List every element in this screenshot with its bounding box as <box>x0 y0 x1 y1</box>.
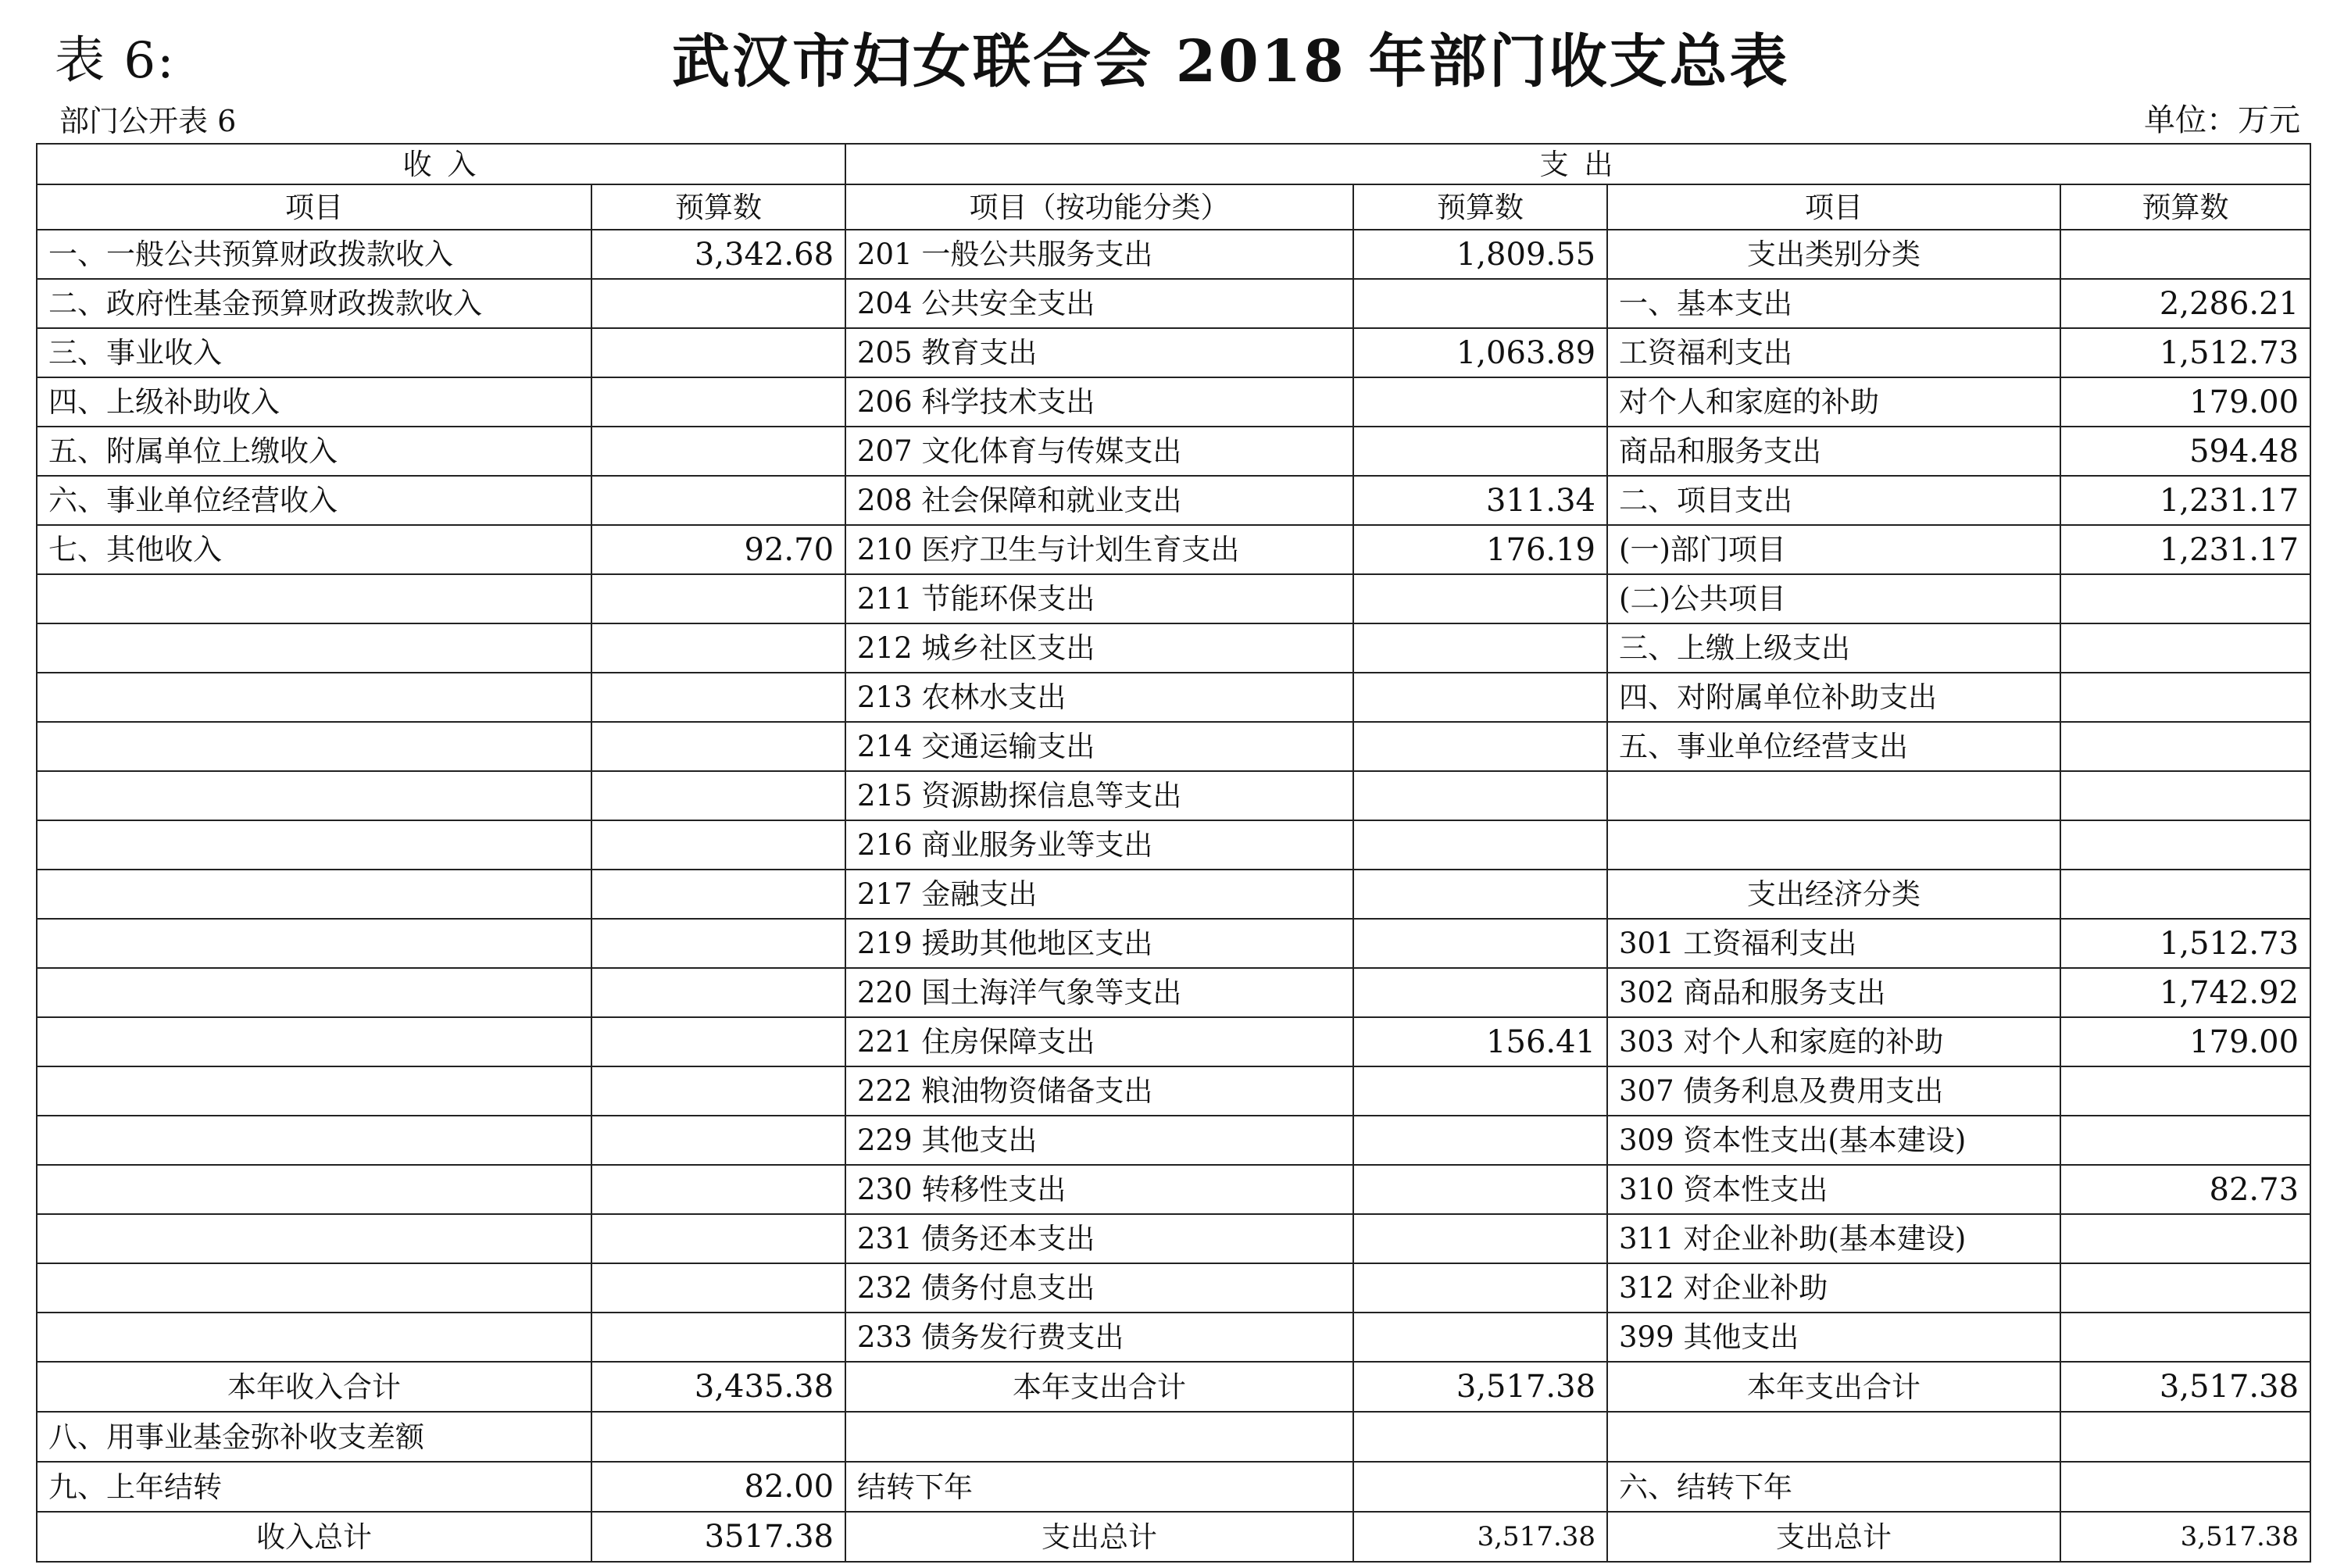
income-item-cell <box>37 1017 591 1066</box>
func-budget-cell <box>1353 377 1607 427</box>
income-budget-cell <box>591 820 845 870</box>
func-item-cell: 231 债务还本支出 <box>845 1214 1353 1263</box>
func-item-cell: 216 商业服务业等支出 <box>845 820 1353 870</box>
cat-budget-cell: 1,742.92 <box>2060 968 2310 1017</box>
func-budget-cell <box>1353 968 1607 1017</box>
func-budget-cell: 1,063.89 <box>1353 328 1607 377</box>
fund-func-value <box>1353 1412 1607 1462</box>
cat-item-cell: 四、对附属单位补助支出 <box>1607 673 2060 722</box>
cat-budget-cell <box>2060 1116 2310 1165</box>
cat-budget-cell: 179.00 <box>2060 1017 2310 1066</box>
cat-item-cell: (一)部门项目 <box>1607 525 2060 574</box>
income-budget-cell <box>591 870 845 919</box>
income-budget-cell <box>591 377 845 427</box>
carry-out-label-cat: 六、结转下年 <box>1607 1462 2060 1512</box>
cat-budget-cell <box>2060 820 2310 870</box>
func-item-cell: 214 交通运输支出 <box>845 722 1353 771</box>
func-item-cell: 212 城乡社区支出 <box>845 623 1353 673</box>
table-row <box>37 1165 2310 1214</box>
cat-budget-cell: 1,512.73 <box>2060 919 2310 968</box>
fund-cat-item <box>1607 1412 2060 1462</box>
income-item-cell <box>37 722 591 771</box>
func-budget-cell <box>1353 722 1607 771</box>
table-row <box>37 230 2310 279</box>
income-item-cell: 一、一般公共预算财政拨款收入 <box>37 230 591 279</box>
table-row <box>37 377 2310 427</box>
income-item-cell <box>37 1214 591 1263</box>
cat-budget-cell: 82.73 <box>2060 1165 2310 1214</box>
cat-item-cell: 307 债务利息及费用支出 <box>1607 1066 2060 1116</box>
cat-item-cell: 商品和服务支出 <box>1607 427 2060 476</box>
func-budget-cell: 156.41 <box>1353 1017 1607 1066</box>
func-item-cell: 217 金融支出 <box>845 870 1353 919</box>
carry-out-value-func <box>1353 1462 1607 1512</box>
cat-item-cell: 支出类别分类 <box>1607 230 2060 279</box>
cat-budget-cell <box>2060 1313 2310 1362</box>
unit-label: 单位：万元 <box>2144 102 2300 138</box>
cat-budget-cell: 1,231.17 <box>2060 525 2310 574</box>
fund-value <box>591 1412 845 1462</box>
income-budget-cell <box>591 919 845 968</box>
cat-budget-header: 预算数 <box>2060 184 2310 230</box>
cat-item-cell: 工资福利支出 <box>1607 328 2060 377</box>
cat-item-cell: 301 工资福利支出 <box>1607 919 2060 968</box>
func-budget-cell <box>1353 1116 1607 1165</box>
income-budget-cell <box>591 673 845 722</box>
cat-item-cell: 309 资本性支出(基本建设) <box>1607 1116 2060 1165</box>
table-row <box>37 328 2310 377</box>
func-item-cell: 215 资源勘探信息等支出 <box>845 771 1353 820</box>
income-budget-cell: 3,342.68 <box>591 230 845 279</box>
func-budget-cell: 1,809.55 <box>1353 230 1607 279</box>
table-row <box>37 968 2310 1017</box>
grand-income-label: 收入总计 <box>37 1512 591 1562</box>
table-row <box>37 279 2310 328</box>
cat-budget-cell <box>2060 722 2310 771</box>
func-budget-cell <box>1353 623 1607 673</box>
carry-row <box>37 1462 2310 1512</box>
year-income-total-label: 本年收入合计 <box>37 1362 591 1412</box>
func-item-cell: 208 社会保障和就业支出 <box>845 476 1353 525</box>
income-item-cell: 四、上级补助收入 <box>37 377 591 427</box>
carry-out-label-func: 结转下年 <box>845 1462 1353 1512</box>
income-budget-cell <box>591 279 845 328</box>
document-subtitle: 部门公开表 6 <box>59 104 237 138</box>
income-budget-cell <box>591 1066 845 1116</box>
income-item-cell <box>37 1165 591 1214</box>
income-budget-cell <box>591 968 845 1017</box>
table-row <box>37 1066 2310 1116</box>
income-item-header: 项目 <box>37 184 591 230</box>
table-row <box>37 1017 2310 1066</box>
section-header-row <box>37 144 2310 184</box>
table-row <box>37 574 2310 623</box>
income-item-cell <box>37 623 591 673</box>
income-budget-cell <box>591 623 845 673</box>
cat-item-cell: 311 对企业补助(基本建设) <box>1607 1214 2060 1263</box>
func-budget-cell: 311.34 <box>1353 476 1607 525</box>
cat-budget-cell: 1,231.17 <box>2060 476 2310 525</box>
cat-budget-cell <box>2060 771 2310 820</box>
cat-item-cell: 312 对企业补助 <box>1607 1263 2060 1313</box>
income-item-cell: 七、其他收入 <box>37 525 591 574</box>
income-budget-cell <box>591 1116 845 1165</box>
cat-item-cell: (二)公共项目 <box>1607 574 2060 623</box>
fund-row <box>37 1412 2310 1462</box>
func-budget-cell <box>1353 673 1607 722</box>
cat-item-cell: 303 对个人和家庭的补助 <box>1607 1017 2060 1066</box>
func-item-cell: 221 住房保障支出 <box>845 1017 1353 1066</box>
cat-item-cell: 二、项目支出 <box>1607 476 2060 525</box>
func-budget-cell <box>1353 870 1607 919</box>
table-row <box>37 476 2310 525</box>
year-total-row <box>37 1362 2310 1412</box>
cat-item-cell: 310 资本性支出 <box>1607 1165 2060 1214</box>
func-budget-cell <box>1353 1066 1607 1116</box>
func-budget-cell <box>1353 820 1607 870</box>
income-item-cell <box>37 1313 591 1362</box>
table-row <box>37 870 2310 919</box>
carry-in-label: 九、上年结转 <box>37 1462 591 1512</box>
income-budget-cell <box>591 1263 845 1313</box>
func-item-cell: 204 公共安全支出 <box>845 279 1353 328</box>
func-item-cell: 220 国土海洋气象等支出 <box>845 968 1353 1017</box>
func-budget-cell <box>1353 1214 1607 1263</box>
grand-expense-label-cat: 支出总计 <box>1607 1512 2060 1562</box>
func-item-cell: 213 农林水支出 <box>845 673 1353 722</box>
cat-item-cell: 对个人和家庭的补助 <box>1607 377 2060 427</box>
grand-expense-label-func: 支出总计 <box>845 1512 1353 1562</box>
func-item-cell: 233 债务发行费支出 <box>845 1313 1353 1362</box>
income-item-cell <box>37 870 591 919</box>
income-budget-cell <box>591 771 845 820</box>
func-item-cell: 229 其他支出 <box>845 1116 1353 1165</box>
year-expense-total-value-cat: 3,517.38 <box>2060 1362 2310 1412</box>
func-budget-cell: 176.19 <box>1353 525 1607 574</box>
cat-budget-cell: 2,286.21 <box>2060 279 2310 328</box>
income-item-cell: 五、附属单位上缴收入 <box>37 427 591 476</box>
table-row <box>37 771 2310 820</box>
income-item-cell <box>37 820 591 870</box>
income-budget-cell: 92.70 <box>591 525 845 574</box>
table-row <box>37 1313 2310 1362</box>
func-item-cell: 206 科学技术支出 <box>845 377 1353 427</box>
cat-item-cell: 399 其他支出 <box>1607 1313 2060 1362</box>
income-item-cell <box>37 1263 591 1313</box>
income-budget-cell <box>591 1214 845 1263</box>
func-budget-cell <box>1353 574 1607 623</box>
fund-func-item <box>845 1412 1353 1462</box>
income-budget-cell <box>591 476 845 525</box>
year-income-total-value: 3,435.38 <box>591 1362 845 1412</box>
cat-budget-cell <box>2060 870 2310 919</box>
func-budget-cell <box>1353 279 1607 328</box>
func-budget-header: 预算数 <box>1353 184 1607 230</box>
income-budget-cell <box>591 574 845 623</box>
expense-section-header: 支 出 <box>845 144 2310 184</box>
grand-income-value: 3517.38 <box>591 1512 845 1562</box>
income-item-cell <box>37 673 591 722</box>
func-item-cell: 201 一般公共服务支出 <box>845 230 1353 279</box>
fund-label: 八、用事业基金弥补收支差额 <box>37 1412 591 1462</box>
func-item-cell: 230 转移性支出 <box>845 1165 1353 1214</box>
cat-item-header: 项目 <box>1607 184 2060 230</box>
table-row <box>37 623 2310 673</box>
income-item-cell <box>37 1066 591 1116</box>
cat-item-cell: 302 商品和服务支出 <box>1607 968 2060 1017</box>
cat-item-cell <box>1607 771 2060 820</box>
cat-budget-cell <box>2060 1066 2310 1116</box>
income-item-cell: 六、事业单位经营收入 <box>37 476 591 525</box>
income-item-cell: 三、事业收入 <box>37 328 591 377</box>
income-item-cell <box>37 771 591 820</box>
cat-item-cell: 五、事业单位经营支出 <box>1607 722 2060 771</box>
table-row <box>37 673 2310 722</box>
func-item-cell: 222 粮油物资储备支出 <box>845 1066 1353 1116</box>
cat-item-cell: 一、基本支出 <box>1607 279 2060 328</box>
table-number-label: 表 6: <box>55 32 176 90</box>
cat-budget-cell <box>2060 574 2310 623</box>
grand-expense-value-func: 3,517.38 <box>1353 1512 1607 1562</box>
grand-total-row <box>37 1512 2310 1562</box>
income-budget-cell <box>591 1165 845 1214</box>
table-row <box>37 919 2310 968</box>
income-item-cell <box>37 1116 591 1165</box>
income-item-cell <box>37 574 591 623</box>
cat-budget-cell <box>2060 623 2310 673</box>
cat-budget-cell <box>2060 230 2310 279</box>
column-header-row <box>37 184 2310 230</box>
income-item-cell <box>37 919 591 968</box>
func-item-cell: 207 文化体育与传媒支出 <box>845 427 1353 476</box>
income-section-header: 收 入 <box>37 144 845 184</box>
func-budget-cell <box>1353 1165 1607 1214</box>
document-title: 武汉市妇女联合会 2018 年部门收支总表 <box>672 28 1790 95</box>
func-item-header: 项目（按功能分类） <box>845 184 1353 230</box>
year-expense-total-label-cat: 本年支出合计 <box>1607 1362 2060 1412</box>
cat-budget-cell <box>2060 1214 2310 1263</box>
func-budget-cell <box>1353 427 1607 476</box>
budget-summary-table <box>36 143 2311 1563</box>
table-row <box>37 722 2310 771</box>
table-row <box>37 820 2310 870</box>
cat-budget-cell: 1,512.73 <box>2060 328 2310 377</box>
func-budget-cell <box>1353 771 1607 820</box>
func-item-cell: 232 债务付息支出 <box>845 1263 1353 1313</box>
func-item-cell: 219 援助其他地区支出 <box>845 919 1353 968</box>
table-row <box>37 427 2310 476</box>
income-item-cell <box>37 968 591 1017</box>
income-budget-cell <box>591 328 845 377</box>
income-budget-cell <box>591 427 845 476</box>
cat-item-cell <box>1607 820 2060 870</box>
cat-budget-cell: 179.00 <box>2060 377 2310 427</box>
grand-expense-value-cat: 3,517.38 <box>2060 1512 2310 1562</box>
func-budget-cell <box>1353 1263 1607 1313</box>
func-budget-cell <box>1353 919 1607 968</box>
func-item-cell: 210 医疗卫生与计划生育支出 <box>845 525 1353 574</box>
income-budget-cell <box>591 1017 845 1066</box>
table-row <box>37 1214 2310 1263</box>
cat-budget-cell <box>2060 1263 2310 1313</box>
cat-budget-cell <box>2060 673 2310 722</box>
fund-cat-value <box>2060 1412 2310 1462</box>
cat-item-cell: 支出经济分类 <box>1607 870 2060 919</box>
table-row <box>37 1263 2310 1313</box>
func-item-cell: 211 节能环保支出 <box>845 574 1353 623</box>
year-expense-total-value-func: 3,517.38 <box>1353 1362 1607 1412</box>
income-budget-header: 预算数 <box>591 184 845 230</box>
table-row <box>37 1116 2310 1165</box>
income-budget-cell <box>591 1313 845 1362</box>
table-row <box>37 525 2310 574</box>
year-expense-total-label-func: 本年支出合计 <box>845 1362 1353 1412</box>
func-item-cell: 205 教育支出 <box>845 328 1353 377</box>
cat-budget-cell: 594.48 <box>2060 427 2310 476</box>
income-budget-cell <box>591 722 845 771</box>
income-item-cell: 二、政府性基金预算财政拨款收入 <box>37 279 591 328</box>
cat-item-cell: 三、上缴上级支出 <box>1607 623 2060 673</box>
func-budget-cell <box>1353 1313 1607 1362</box>
carry-out-value-cat <box>2060 1462 2310 1512</box>
carry-in-value: 82.00 <box>591 1462 845 1512</box>
